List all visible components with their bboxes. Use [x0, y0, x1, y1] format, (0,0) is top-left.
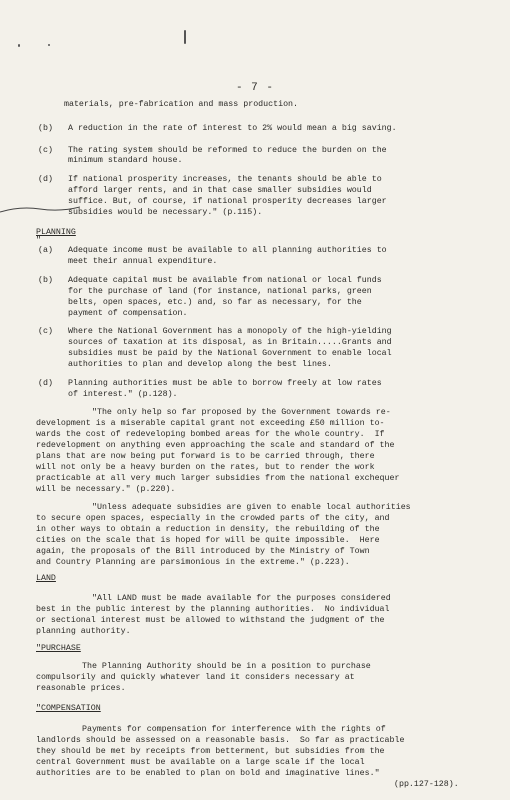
paragraph-line: in other ways to obtain a reduction in density, the rebuilding of the — [36, 525, 380, 534]
point-text-line: Adequate income must be available to all planning authorities to — [68, 246, 387, 255]
paragraph-line: will be necessary." (p.220). — [36, 485, 176, 494]
paragraph-line: and Country Planning are parsimonious in the extreme." (p.223). — [36, 558, 350, 567]
point-label: (c) — [38, 327, 53, 336]
section-heading-compensation: "COMPENSATION — [36, 704, 101, 713]
intro-line: materials, pre-fabrication and mass production. — [64, 100, 299, 109]
point-text-line: for the purchase of land (for instance, national parks, green — [68, 287, 372, 296]
point-text-line: belts, open spaces, etc.) and, so far as necessary, for the — [68, 298, 362, 307]
paragraph-line: The Planning Authority should be in a position to purchase — [82, 662, 371, 671]
page-reference: (pp.127-128). — [394, 780, 459, 789]
paragraph-line: "All LAND must be made available for the purposes considered — [92, 594, 391, 603]
paragraph-line: best in the public interest by the planning authorities. No individual — [36, 605, 390, 614]
point-text-line: authorities to plan and develop along the best lines. — [68, 360, 332, 369]
ink-speck — [184, 30, 186, 44]
paragraph-line: redevelopment on anything even approaching the scale and standard of the — [36, 441, 395, 450]
paragraph-line: plans that are now being put forward is to be carried through, there — [36, 452, 375, 461]
section-heading-planning: PLANNING — [36, 228, 76, 237]
point-text-line: subsidies would be necessary." (p.115). — [68, 208, 263, 217]
paragraph-line: planning authority. — [36, 627, 131, 636]
paragraph-line: reasonable prices. — [36, 684, 126, 693]
ink-speck — [18, 44, 20, 47]
paragraph-line: practicable at all very much larger subsidies from the national exchequer — [36, 474, 400, 483]
point-text-line: The rating system should be reformed to reduce the burden on the — [68, 146, 387, 155]
point-label: (c) — [38, 146, 53, 155]
point-text-line: Adequate capital must be available from national or local funds — [68, 276, 382, 285]
ink-speck — [48, 44, 50, 46]
paragraph-line: landlords should be assessed on a reasonable basis. So far as practicable — [36, 736, 405, 745]
paragraph-line: central Government must be available on a large scale if the local — [36, 758, 365, 767]
point-label: (a) — [38, 246, 53, 255]
point-text-line: If national prosperity increases, the tenants should be able to — [68, 175, 382, 184]
paragraph-line: they should be met by receipts from betterment, but subsidies from the — [36, 747, 385, 756]
point-text-line: minimum standard house. — [68, 156, 183, 165]
paragraph-line: or sectional interest must be allowed to withstand the judgment of the — [36, 616, 385, 625]
point-text-line: sources of taxation at its disposal, as in Britain.....Grants and — [68, 338, 392, 347]
paragraph-line: wards the cost of redeveloping bombed areas for the whole country. If — [36, 430, 385, 439]
paragraph-line: to secure open spaces, especially in the crowded parts of the city, and — [36, 514, 390, 523]
point-text-line: payment of compensation. — [68, 309, 188, 318]
paragraph-line: authorities are to be enabled to plan on bold and imaginative lines." — [36, 769, 380, 778]
point-text-line: Where the National Government has a monopoly of the high-yielding — [68, 327, 392, 336]
paragraph-line: "Unless adequate subsidies are given to enable local authorities — [92, 503, 411, 512]
paragraph-line: compulsorily and quickly whatever land it considers necessary at — [36, 673, 355, 682]
point-label: (b) — [38, 276, 53, 285]
point-text-line: meet their annual expenditure. — [68, 257, 218, 266]
paragraph-line: will not only be a heavy burden on the rates, but to render the work — [36, 463, 375, 472]
page-number: - 7 - — [235, 82, 274, 94]
point-text-line: A reduction in the rate of interest to 2% would mean a big saving. — [68, 124, 397, 133]
section-heading-purchase: "PURCHASE — [36, 644, 81, 653]
point-text-line: of interest." (p.128). — [68, 390, 178, 399]
paragraph-line: again, the proposals of the Bill introduced by the Ministry of Town — [36, 547, 370, 556]
paragraph-line: development is a miserable capital grant not exceeding £50 million to- — [36, 419, 385, 428]
paragraph-line: cities on the scale that is hoped for will be quite impossible. Here — [36, 536, 380, 545]
point-text-line: Planning authorities must be able to borrow freely at low rates — [68, 379, 382, 388]
point-label: (b) — [38, 124, 53, 133]
paragraph-line: Payments for compensation for interference with the rights of — [82, 725, 386, 734]
point-text-line: suffice. But, of course, if national prosperity decreases larger — [68, 197, 387, 206]
quote-mark: " — [36, 236, 41, 245]
paragraph-line: "The only help so far proposed by the Government towards re- — [92, 408, 391, 417]
point-text-line: subsidies must be paid by the National Government to enable local — [68, 349, 392, 358]
point-label: (d) — [38, 379, 53, 388]
point-label: (d) — [38, 175, 53, 184]
section-heading-land: LAND — [36, 574, 56, 583]
point-text-line: afford larger rents, and in that case smaller subsidies would — [68, 186, 372, 195]
